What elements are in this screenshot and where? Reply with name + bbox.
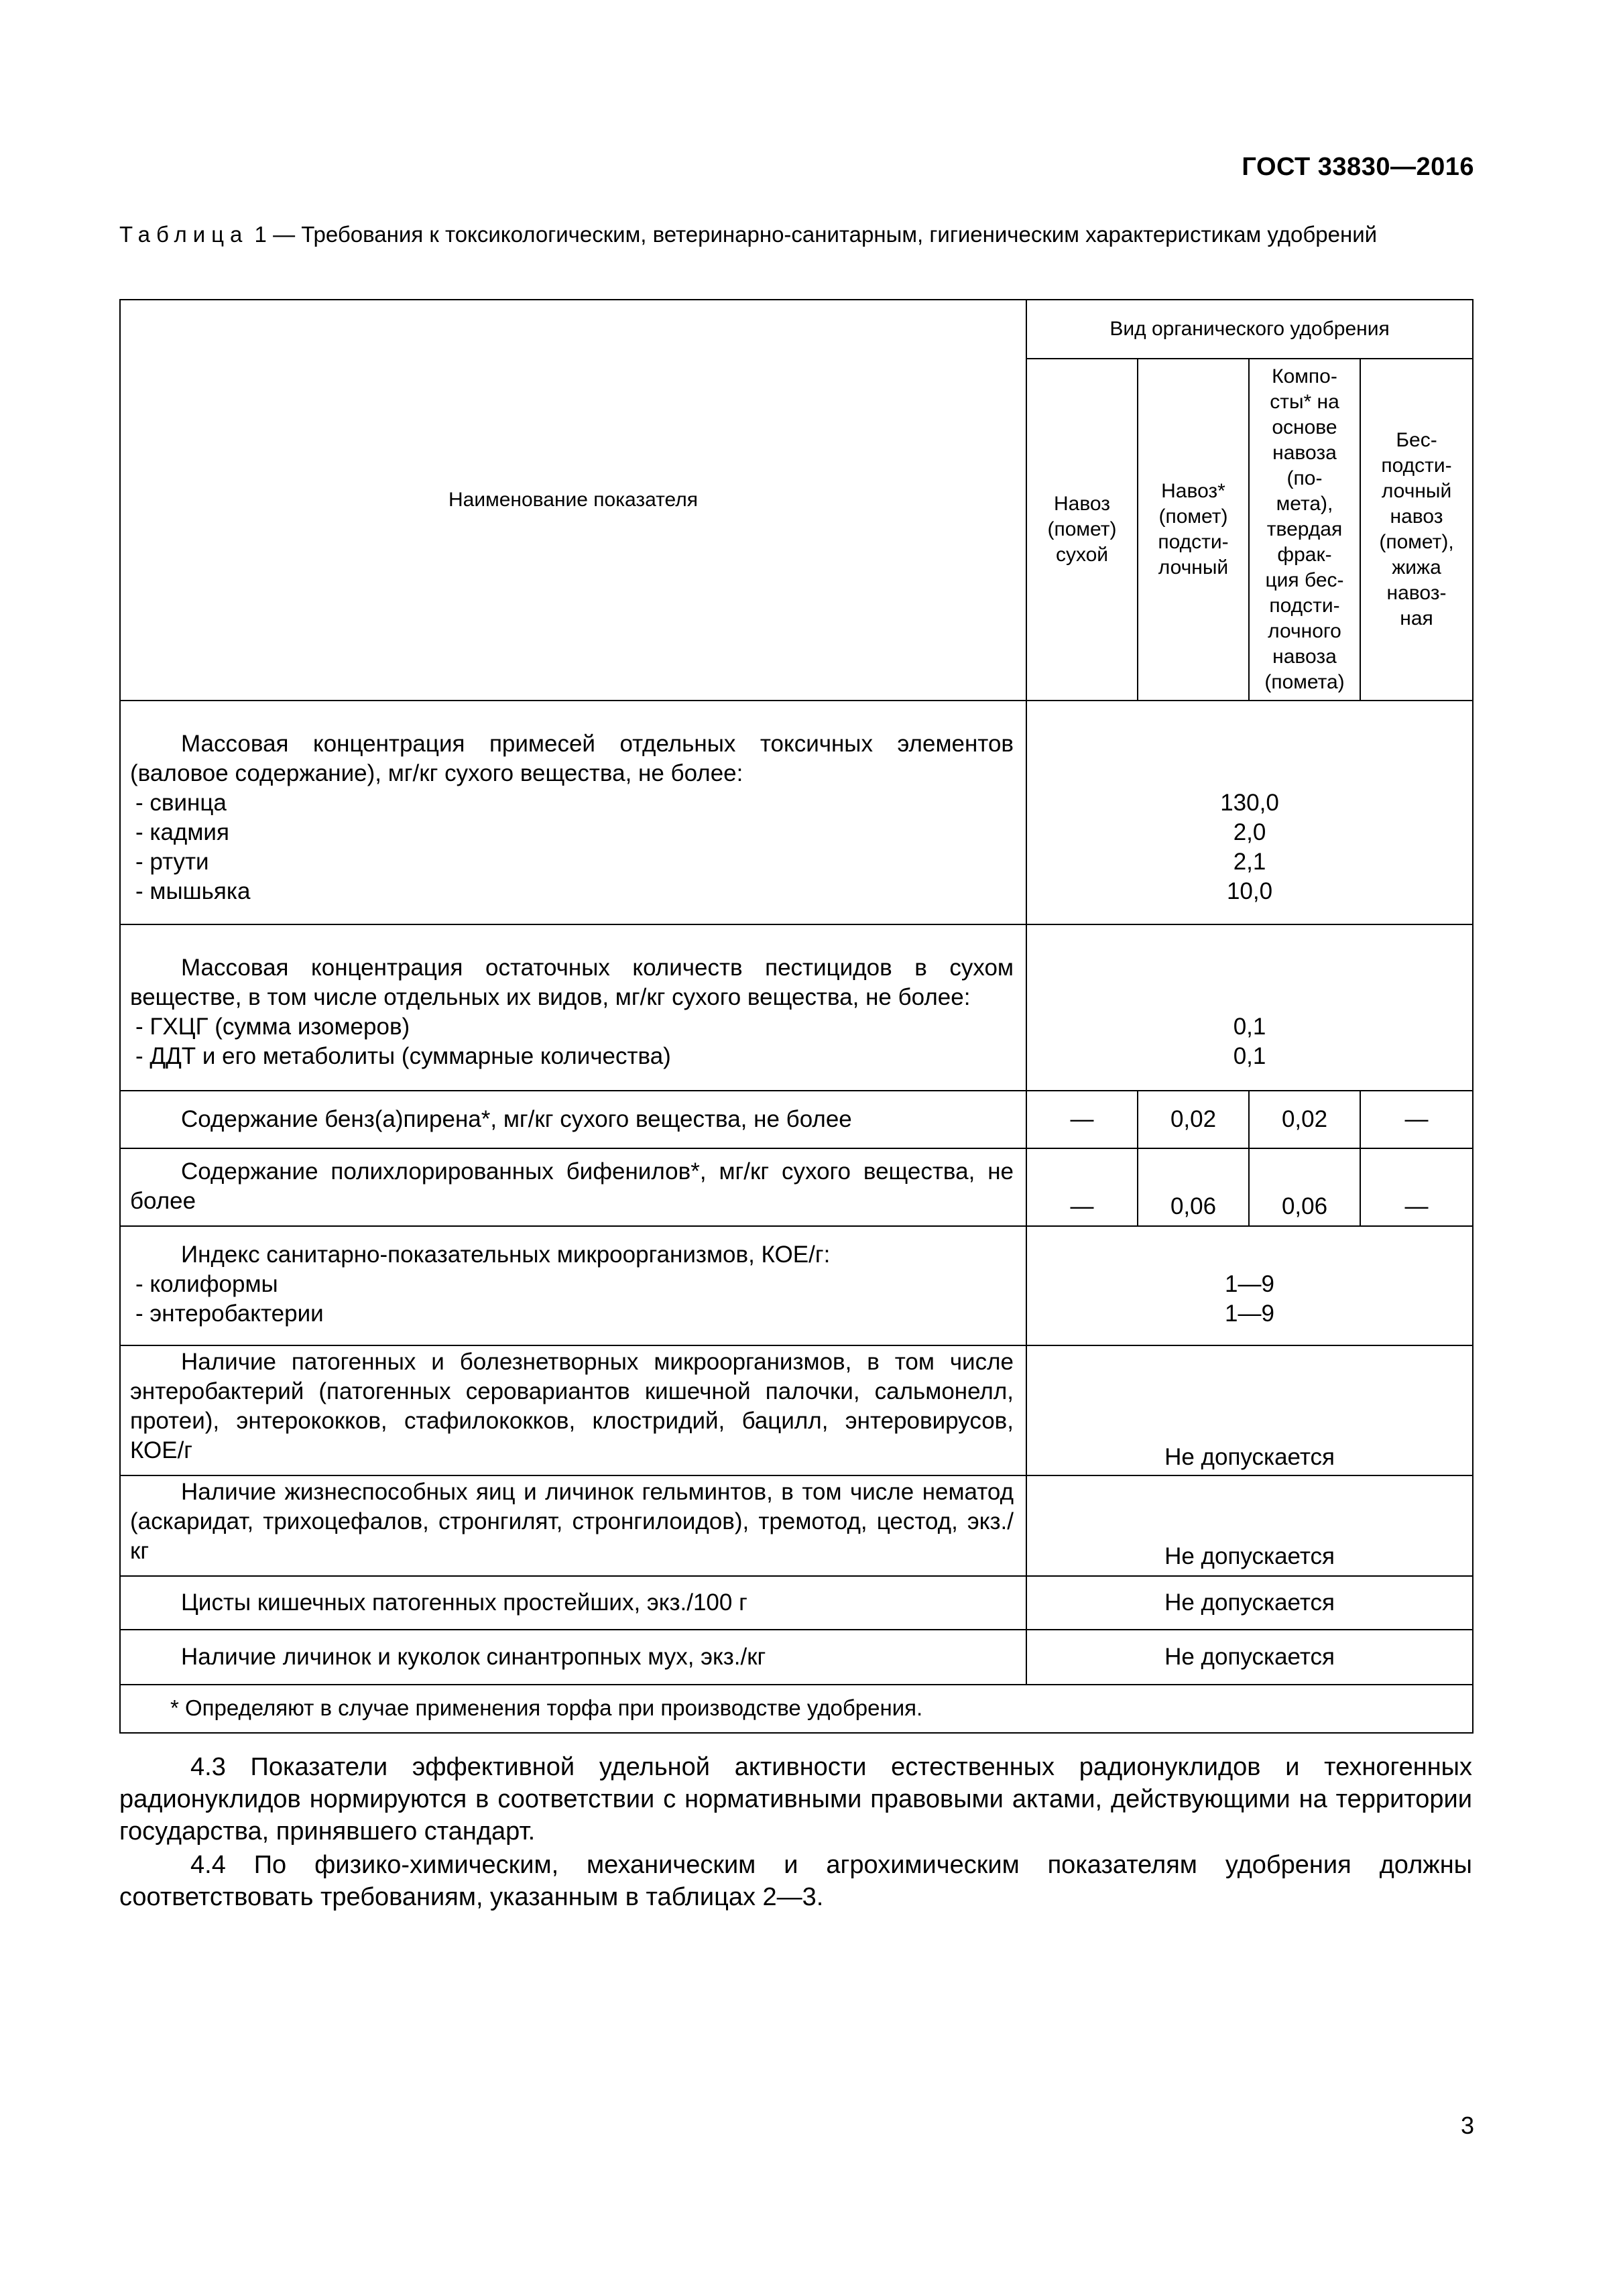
table-row [120,1148,1473,1226]
value: 0,1 [1233,1043,1266,1069]
value: 1—9 [1225,1301,1274,1327]
subheader-line: Бес- [1396,429,1437,451]
row-label-toxic-elements [120,701,1026,924]
subheader-line: твердая [1266,518,1343,540]
row-lead: Содержание бенз(а)пирена*, мг/кг сухого вещества, не более [181,1106,852,1132]
table-footnote: * Определяют в случае применения торфа при производстве удобрения. [120,1685,1473,1733]
row-lead: Индекс санитарно-показательных микроорганизмов, КОЕ/г: [181,1242,831,1268]
row-label-helminths [120,1475,1026,1576]
value: — [1070,1106,1094,1132]
table-row [120,1630,1473,1685]
row-value-protozoa [1026,1576,1473,1630]
row-item: - мышьяка [135,878,251,904]
value: Не допускается [1164,1644,1335,1670]
row-label-pcb [120,1148,1026,1226]
subheader-liquid-manure [1360,359,1473,701]
row-item: - свинца [135,790,227,816]
value: 2,1 [1233,849,1266,875]
requirements-table [119,299,1474,1734]
row-lead: Наличие жизнеспособных яиц и личинок гельминтов, в том числе нематод (аскаридат, трихоцефалов, стронгилят, стронгилоидов), тремотод, цестод, экз./кг [130,1479,1014,1564]
cell-compost [1249,1091,1360,1148]
subheader-line: лочный [1158,556,1229,579]
cell-liquid [1360,1148,1473,1226]
table-row [120,1226,1473,1345]
value: 0,1 [1233,1014,1266,1040]
value: — [1404,1106,1429,1132]
table-row [120,924,1473,1091]
subheader-line: навоза [1272,442,1337,464]
subheader-line: (по- [1286,467,1323,489]
value: — [1070,1193,1094,1219]
value: Не допускается [1164,1444,1335,1470]
cell-liquid [1360,1091,1473,1148]
row-lead: Содержание полихлорированных бифенилов*, мг/кг сухого вещества, не более [130,1158,1014,1214]
row-label-benzapyrene [120,1091,1026,1148]
value: 10,0 [1226,878,1273,904]
row-item: - ГХЦГ (сумма изомеров) [135,1014,410,1040]
table-header-row-1 [120,300,1473,359]
row-values-pesticides [1026,924,1473,1091]
value: 0,06 [1281,1193,1328,1219]
row-label-microorganism-index [120,1226,1026,1345]
row-lead: Наличие патогенных и болезнетворных микроорганизмов, в том числе энтеробактерий (патогенных серовариантов кишечной палочки, сальмонелл, протеи), энтерококков, стафилококков, клостридий, бацилл, энтеровирусов, КОЕ/г [130,1349,1014,1463]
paragraph-4-4 [119,1849,1472,1913]
subheader-line: основе [1272,416,1337,438]
row-item: - кадмия [135,819,229,845]
subheader-line: навоз- [1386,582,1447,604]
row-label-pesticides [120,924,1026,1091]
standard-number: ГОСТ 33830—2016 [1242,153,1474,181]
row-values-toxic-elements [1026,701,1473,924]
subheader-line: жижа [1392,556,1441,579]
row-value-helminths [1026,1475,1473,1576]
subheader-bedding-manure [1138,359,1249,701]
subheader-line: ция бес- [1265,569,1344,591]
row-lead: Наличие личинок и куколок синантропных мух, экз./кг [181,1644,766,1670]
subheader-line: лочного [1268,620,1341,642]
table-caption [119,221,1470,248]
subheader-line: подсти- [1381,455,1452,477]
table-caption-text: 1 — Требования к токсикологическим, ветеринарно-санитарным, гигиеническим характеристикам удобрений [248,222,1378,247]
subheader-line: подсти- [1158,531,1229,553]
cell-dry [1026,1148,1138,1226]
paragraph-text: 4.3 Показатели эффективной удельной активности естественных радионуклидов и техногенных радионуклидов нормируются в соответствии с нормативными правовыми актами, действующими на территории государства, принявшего стандарт. [119,1753,1472,1846]
row-value-pathogens [1026,1345,1473,1475]
row-label-protozoa [120,1576,1026,1630]
subheader-line: навоз [1390,505,1443,528]
subheader-line: лочный [1381,480,1452,502]
subheader-dry-manure [1026,359,1138,701]
value: 2,0 [1233,819,1266,845]
subheader-line: (помета) [1264,671,1345,693]
row-label-pathogens [120,1345,1026,1475]
table-row [120,1475,1473,1576]
row-value-flies [1026,1630,1473,1685]
value: 1—9 [1225,1271,1274,1297]
row-item: - колиформы [135,1271,278,1297]
subheader-line: (помет), [1379,531,1454,553]
col-name-header: Наименование показателя [120,300,1026,701]
subheader-line: ная [1400,607,1433,629]
table-caption-word: Таблица [119,222,249,247]
subheader-line: сухой [1055,544,1109,566]
cell-dry [1026,1091,1138,1148]
subheader-line: (помет) [1158,505,1228,528]
table-footnote-row [120,1685,1473,1733]
subheader-line: навоза [1272,646,1337,668]
subheader-line: сты* на [1270,391,1339,413]
table-row [120,1091,1473,1148]
subheader-line: Компо- [1272,365,1337,387]
row-item: - энтеробактерии [135,1301,324,1327]
row-item: - ртути [135,849,209,875]
row-lead: Массовая концентрация примесей отдельных токсичных элементов (валовое содержание), мг/кг сухого вещества, не более: [130,731,1014,786]
cell-bedding [1138,1091,1249,1148]
table-row [120,701,1473,924]
value: Не допускается [1164,1589,1335,1616]
subheader-line: Навоз [1053,493,1111,515]
table-row [120,1576,1473,1630]
cell-compost [1249,1148,1360,1226]
row-lead: Цисты кишечных патогенных простейших, экз./100 г [181,1589,747,1616]
value: 0,02 [1281,1106,1328,1132]
page-number: 3 [1460,2112,1474,2139]
row-values-microorganism-index [1026,1226,1473,1345]
subheader-line: фрак- [1277,544,1332,566]
value: Не допускается [1164,1543,1335,1569]
table-row [120,1345,1473,1475]
row-label-flies [120,1630,1026,1685]
paragraph-4-3 [119,1751,1472,1848]
subheader-line: (помет) [1047,518,1117,540]
value: 0,02 [1170,1106,1217,1132]
subheader-line: подсти- [1269,595,1340,617]
paragraph-text: 4.4 По физико-химическим, механическим и агрохимическим показателям удобрения должны соответствовать требованиям, указанным в таблицах 2—3. [119,1851,1472,1911]
cell-bedding [1138,1148,1249,1226]
subheader-line: Навоз* [1161,480,1225,502]
row-lead: Массовая концентрация остаточных количеств пестицидов в сухом веществе, в том числе отдельных их видов, мг/кг сухого вещества, не более: [130,955,1014,1010]
subheader-composts [1249,359,1360,701]
value: 0,06 [1170,1193,1217,1219]
row-item: - ДДТ и его метаболиты (суммарные количества) [135,1043,671,1069]
group-header: Вид органического удобрения [1026,300,1473,359]
subheader-line: мета), [1276,493,1333,515]
value: — [1404,1193,1429,1219]
value: 130,0 [1220,790,1279,816]
